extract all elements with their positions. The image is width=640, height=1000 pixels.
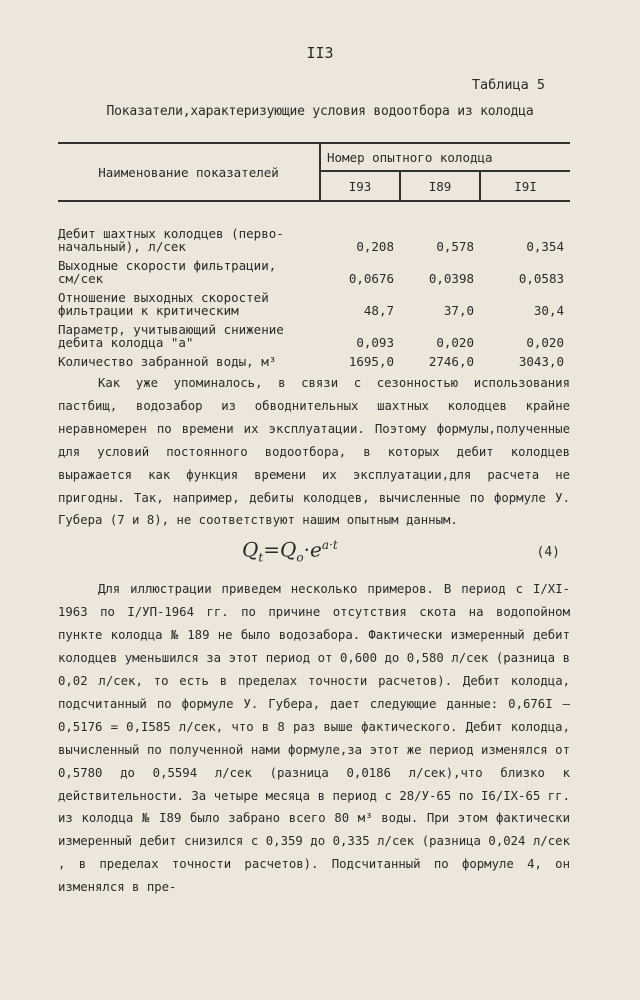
header-indicator-name: Наименование показателей bbox=[58, 143, 320, 201]
cell-value: 0,0676 bbox=[348, 271, 394, 286]
cell-value: 0,020 bbox=[436, 335, 474, 350]
row-label: Дебит шахтных колодцев (перво- начальный), л/сек bbox=[58, 226, 284, 254]
table-row bbox=[58, 224, 570, 256]
header-col-189: I89 bbox=[400, 171, 480, 201]
header-col-193: I93 bbox=[320, 171, 400, 201]
cell-value: 0,093 bbox=[356, 335, 394, 350]
row-label: Количество забранной воды, м³ bbox=[58, 354, 277, 369]
cell-value: 37,0 bbox=[443, 303, 474, 318]
row-label: Отношение выходных скоростей фильтрации к критическим bbox=[58, 290, 269, 318]
page-number: II3 bbox=[306, 44, 334, 62]
cell-value: 30,4 bbox=[533, 303, 564, 318]
cell-value: 0,354 bbox=[526, 239, 564, 254]
table-row bbox=[58, 352, 570, 371]
row-label: Выходные скорости фильтрации, см/сек bbox=[58, 258, 277, 286]
table-title: Показатели,характеризующие условия водоотбора из колодца bbox=[106, 104, 534, 119]
formula-4: $Q_t=Q_o\cdot e^{a\cdot t}$ bbox=[242, 538, 338, 565]
cell-value: 1695,0 bbox=[348, 354, 394, 369]
header-well-number: Номер опытного колодца bbox=[320, 143, 570, 171]
table-row bbox=[58, 288, 570, 320]
cell-value: 0,578 bbox=[436, 239, 474, 254]
cell-value: 0,0398 bbox=[428, 271, 474, 286]
body-text bbox=[58, 372, 570, 899]
cell-value: 3043,0 bbox=[518, 354, 564, 369]
cell-value: 2746,0 bbox=[428, 354, 474, 369]
table-label: Таблица 5 bbox=[471, 77, 545, 93]
table-row bbox=[58, 256, 570, 288]
cell-value: 0,020 bbox=[526, 335, 564, 350]
indicators-table bbox=[58, 142, 570, 371]
table-row bbox=[58, 320, 570, 352]
row-label: Параметр, учитывающий снижение дебита колодца "a" bbox=[58, 322, 284, 350]
header-col-191: I9I bbox=[480, 171, 570, 201]
paragraph-1: Как уже упоминалось, в связи с сезонностью использования пастбищ, водозабор из обводнительных шахтных колодцев крайне неравномерен по времени их эксплуатации. Поэтому формулы,полученные для условий постоянного водоотбора, в которых дебит колодцев выражается как функция времени их эксплуатации,для расчета не пригодны. Так, например, дебиты колодцев, вычисленные по формуле У. Губера (7 и 8), не соответствуют нашим опытным данным. bbox=[58, 376, 570, 528]
equation-number: (4) bbox=[536, 545, 560, 561]
cell-value: 48,7 bbox=[363, 303, 394, 318]
paragraph-2: Для иллюстрации приведем несколько примеров. В период с I/XI-1963 по I/УП-1964 гг. по причине отсутствия скота на водопойном пункте колодца № 189 не было водозабора. Фактически измеренный дебит колодцев уменьшился за этот период от 0,600 до 0,580 л/сек (разница в 0,02 л/сек, то есть в пределах точности расчетов). Дебит колодца, подсчитанный по формуле У. Губера, дает следующие данные: 0,676I – 0,5176 = 0,I585 л/сек, что в 8 раз выше фактического. Дебит колодца, вычисленный по полученной нами формуле,за этот же период изменялся от 0,5780 до 0,5594 л/сек (разница 0,0186 л/сек),что близко к действительности. За четыре месяца в период с 28/У-65 по I6/IX-65 гг. из колодца № I89 было забрано всего 80 м³ воды. При этом фактически измеренный дебит снизился с 0,359 до 0,335 л/сек (разница 0,024 л/сек , в пределах точности расчетов). Подсчитанный по формуле 4, он изменялся в пре- bbox=[58, 582, 570, 895]
cell-value: 0,0583 bbox=[518, 271, 564, 286]
formula-row bbox=[58, 532, 570, 578]
cell-value: 0,208 bbox=[356, 239, 394, 254]
